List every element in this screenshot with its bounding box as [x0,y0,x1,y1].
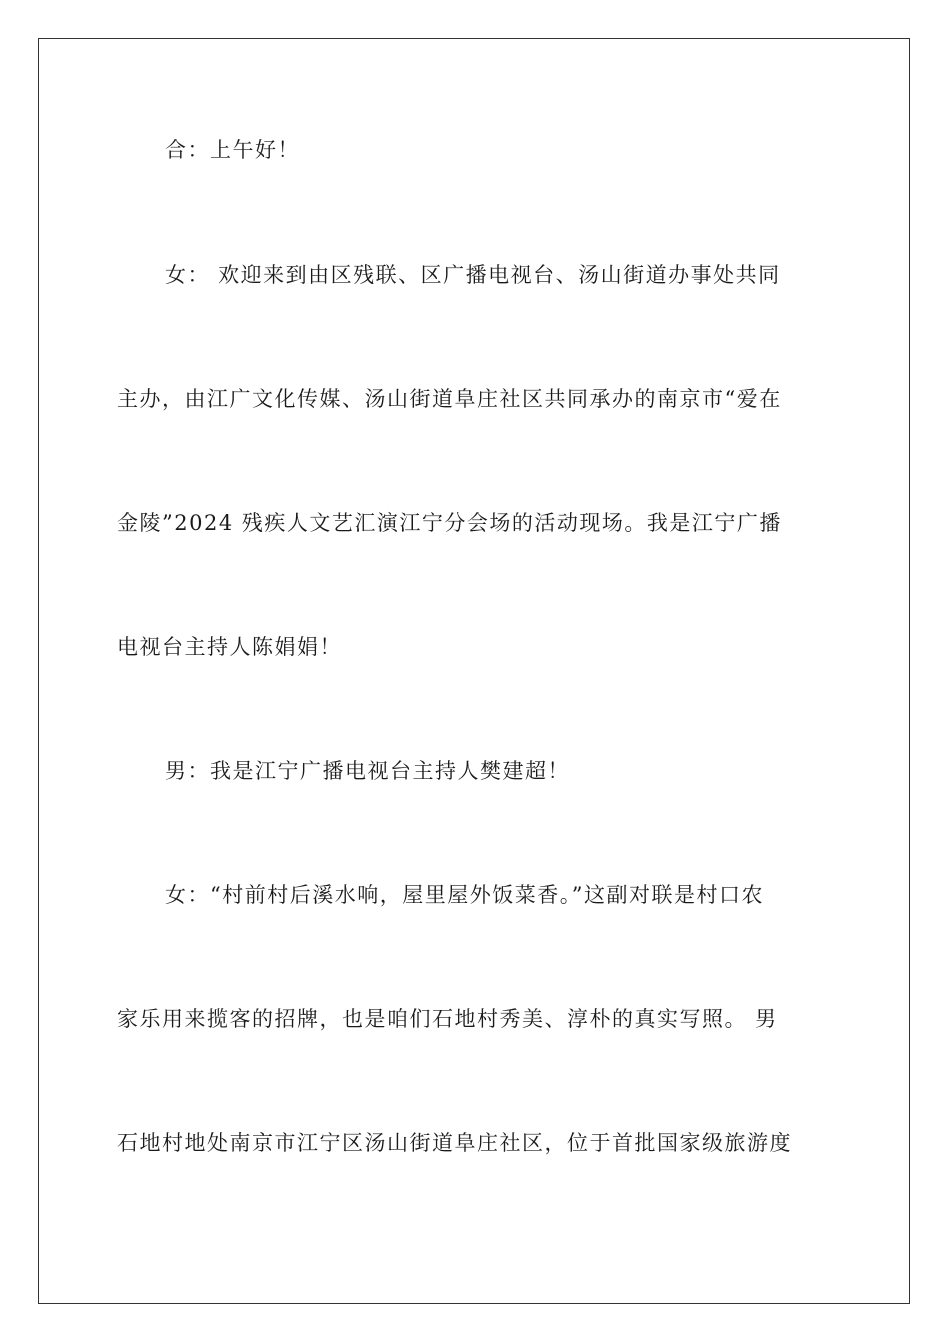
text-line-4: 金陵”2024 残疾人文艺汇演江宁分会场的活动现场。我是江宁广播 [117,511,782,535]
page-border [38,38,910,1304]
text-line-7: 女：“村前村后溪水响，屋里屋外饭菜香。”这副对联是村口农 [165,883,764,907]
text-line-9: 石地村地处南京市江宁区汤山街道阜庄社区，位于首批国家级旅游度 [117,1131,792,1155]
text-line-1: 合：上午好！ [165,138,300,162]
text-line-8: 家乐用来揽客的招牌，也是咱们石地村秀美、淳朴的真实写照。 男 [117,1007,778,1031]
text-line-3: 主办，由江广文化传媒、汤山街道阜庄社区共同承办的南京市“爱在 [117,387,782,411]
text-line-5: 电视台主持人陈娟娟！ [117,635,342,659]
text-line-2: 女： 欢迎来到由区残联、区广播电视台、汤山街道办事处共同 [165,263,781,287]
text-line-6: 男：我是江宁广播电视台主持人樊建超！ [165,759,570,783]
